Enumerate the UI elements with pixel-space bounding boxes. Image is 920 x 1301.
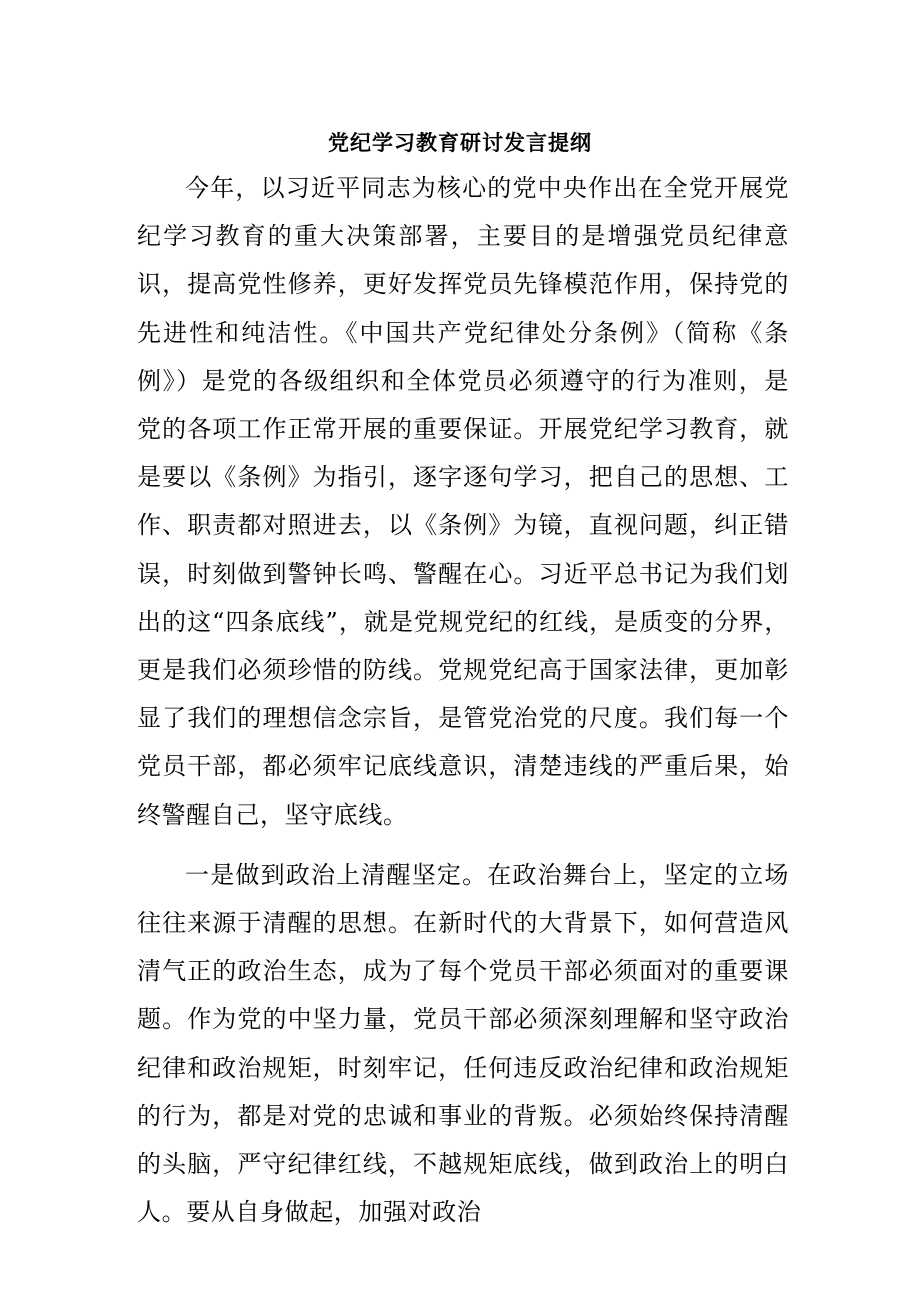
- document-body: [137, 164, 789, 1236]
- paragraph-intro: 今年，以习近平同志为核心的党中央作出在全党开展党纪学习教育的重大决策部署，主要目的是增强党员纪律意识，提高党性修养，更好发挥党员先锋模范作用，保持党的先进性和纯洁性。《中国共产党纪律处分条例》（简称《条例》）是党的各级组织和全体党员必须遵守的行为准则，是党的各项工作正常开展的重要保证。开展党纪学习教育，就是要以《条例》为指引，逐字逐句学习，把自己的思想、工作、职责都对照进去，以《条例》为镜，直视问题，纠正错误，时刻做到警钟长鸣、警醒在心。习近平总书记为我们划出的这“四条底线”，就是党规党纪的红线，是质变的分界，更是我们必须珍惜的防线。党规党纪高于国家法律，更加彰显了我们的理想信念宗旨，是管党治党的尺度。我们每一个党员干部，都必须牢记底线意识，清楚违线的严重后果，始终警醒自己，坚守底线。: [137, 174, 789, 829]
- paragraph-point-one: 一是做到政治上清醒坚定。在政治舞台上，坚定的立场往往来源于清醒的思想。在新时代的大背景下，如何营造风清气正的政治生态，成为了每个党员干部必须面对的重要课题。作为党的中坚力量，党员干部必须深刻理解和坚守政治纪律和政治规矩，时刻牢记，任何违反政治纪律和政治规矩的行为，都是对党的忠诚和事业的背叛。必须始终保持清醒的头脑，严守纪律红线，不越规矩底线，做到政治上的明白人。要从自身做起，加强对政治: [137, 860, 789, 1227]
- document-title: 党纪学习教育研讨发言提纲: [328, 130, 592, 155]
